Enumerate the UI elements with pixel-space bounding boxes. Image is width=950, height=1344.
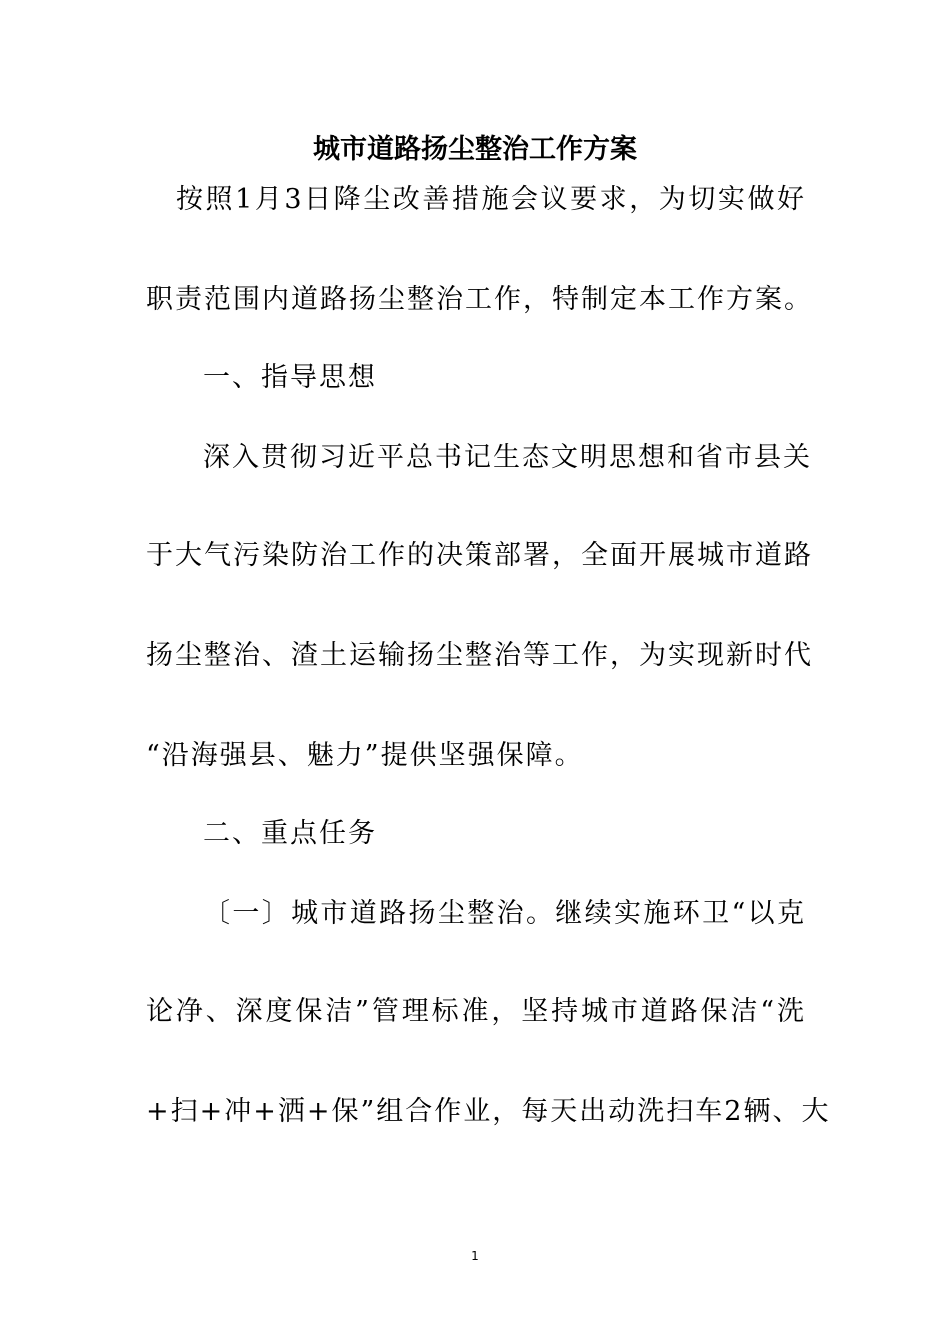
paragraph-line: 扬尘整治、渣土运输扬尘整治等工作，为实现新时代 xyxy=(146,640,813,671)
paragraph-line: 于大气污染防治工作的决策部署，全面开展城市道路 xyxy=(146,540,813,571)
paragraph-line: 深入贯彻习近平总书记生态文明思想和省市县关 xyxy=(203,442,812,473)
paragraph-line: 按照1月3日降尘改善措施会议要求，为切实做好 xyxy=(176,184,806,215)
section-heading: 二、重点任务 xyxy=(203,818,377,849)
section-heading: 一、指导思想 xyxy=(203,362,377,393)
paragraph-line: +扫+冲+洒+保”组合作业，每天出动洗扫车2辆、大 xyxy=(146,1096,831,1127)
page-number: 1 xyxy=(471,1249,479,1263)
paragraph-line: 职责范围内道路扬尘整治工作，特制定本工作方案。 xyxy=(146,284,813,315)
paragraph-line: 〔一〕城市道路扬尘整治。继续实施环卫“以克 xyxy=(203,898,806,929)
document-title: 城市道路扬尘整治工作方案 xyxy=(313,134,637,165)
paragraph-line: “沿海强县、魅力”提供坚强保障。 xyxy=(146,740,584,771)
paragraph-line: 论净、深度保洁”管理标准，坚持城市道路保洁“洗 xyxy=(146,996,806,1027)
